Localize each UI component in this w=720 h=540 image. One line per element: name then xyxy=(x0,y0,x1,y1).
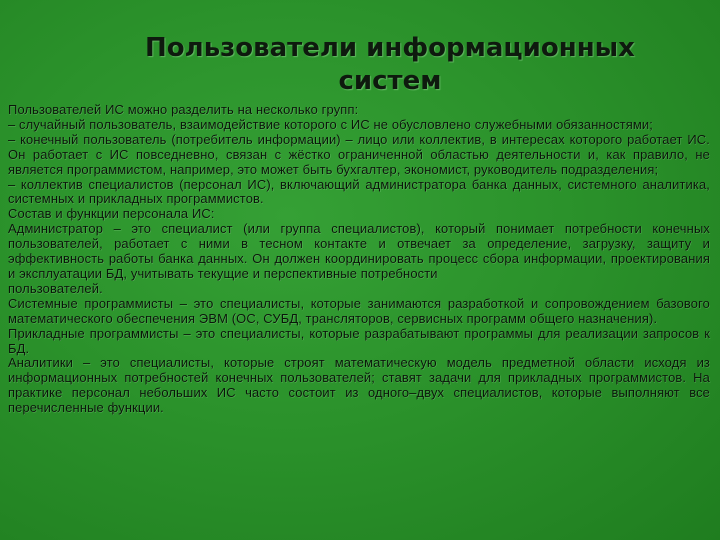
slide-title xyxy=(110,32,670,98)
administrator-paragraph-end: пользователей. xyxy=(8,280,103,296)
analysts-paragraph: Аналитики – это специалисты, которые строят математическую модель предметной области исходя из информационных потребностей конечных пользователей; ставят задачи для прикладных программистов. На практике персонал небольших ИС часто состоит из одного–двух специалистов, которые выполняют все перечисленные функции. xyxy=(8,355,710,416)
staff-heading: Состав и функции персонала ИС: xyxy=(8,206,215,222)
slide-body xyxy=(8,103,710,416)
intro-paragraph: Пользователей ИС можно разделить на несколько групп: xyxy=(8,102,359,117)
occasional-user-item: – случайный пользователь, взаимодействие которого с ИС не обусловлено служебными обязанностями; xyxy=(8,116,654,132)
slide-title-line-1: Пользователи информационных xyxy=(145,33,635,63)
staff-item: – коллектив специалистов (персонал ИС), включающий администратора банка данных, системного аналитика, системных и прикладных программистов. xyxy=(8,176,710,207)
application-programmers-paragraph: Прикладные программисты – это специалисты, которые разрабатывают программы для реализации запросов к БД. xyxy=(8,325,710,356)
administrator-paragraph: Администратор – это специалист (или группа специалистов), который понимает потребности конечных пользователей, работает с ними в тесном контакте и отвечает за определение, загрузку, защиту и эффективность работы банка данных. Он должен координировать процесс сбора информации, проектирования и эксплуатации БД, учитывать текущие и перспективные потребности xyxy=(8,221,710,281)
system-programmers-paragraph: Системные программисты – это специалисты, которые занимаются разработкой и сопровождением базового математического обеспечения ЭВМ (ОС, СУБД, трансляторов, сервисных программ общего назначения). xyxy=(8,295,710,326)
slide-title-line-2: систем xyxy=(338,66,442,96)
end-user-item: – конечный пользователь (потребитель информации) – лицо или коллектив, в интересах которого работает ИС. Он работает с ИС повседневно, связан с жёстко ограниченной областью деятельности и, как правило, не является программистом, например, это может быть бухгалтер, экономист, руководитель подразделения; xyxy=(8,131,710,177)
